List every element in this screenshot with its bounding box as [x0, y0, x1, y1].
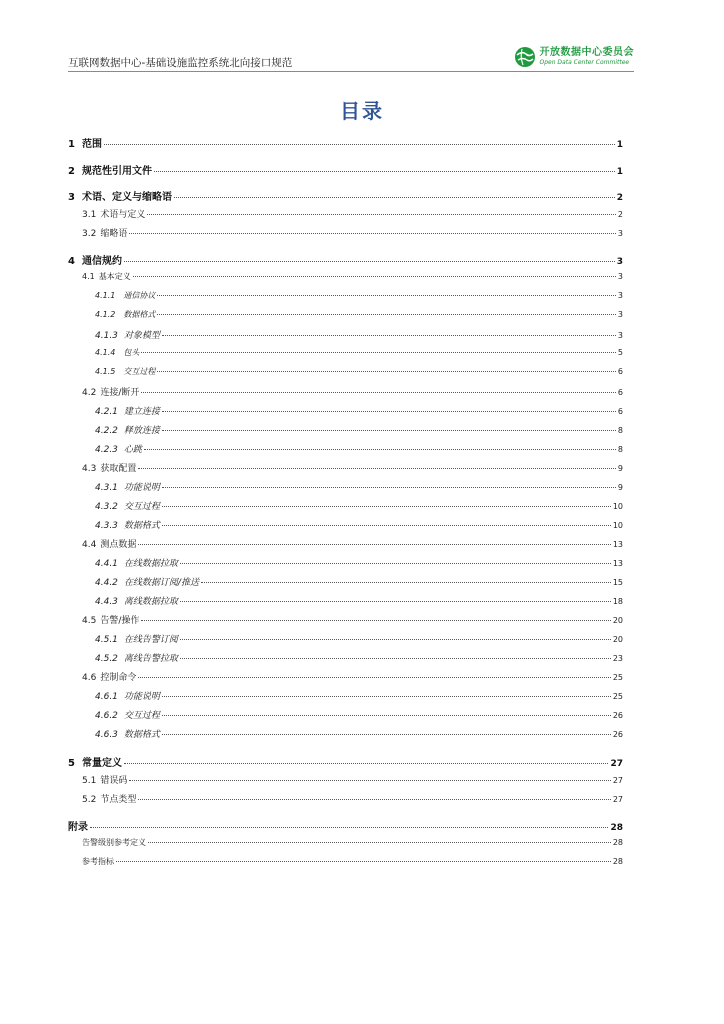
- dot-leader: [154, 171, 615, 172]
- toc-number: 4.2.3: [95, 445, 118, 455]
- document-title: 互联网数据中心-基础设施监控系统北向接口规范: [68, 57, 293, 69]
- toc-page: 15: [612, 578, 623, 587]
- toc-number: 5: [68, 758, 75, 769]
- toc-page: 3: [616, 257, 623, 267]
- toc-number: 3.2: [82, 229, 97, 239]
- toc-page: 20: [612, 616, 623, 625]
- toc-entry-4-3-3[interactable]: [68, 518, 623, 534]
- toc-entry-4-6[interactable]: [68, 670, 623, 686]
- logo-chinese-text: 开放数据中心委员会: [539, 47, 634, 58]
- toc-number: 4.3.2: [95, 502, 118, 512]
- toc-number: 3.1: [82, 210, 97, 220]
- toc-label: 建立连接: [123, 407, 160, 417]
- toc-entry-4-1-3[interactable]: [68, 328, 623, 344]
- toc-label: 在线数据订阅/推送: [123, 578, 199, 588]
- toc-label: 包头: [123, 348, 140, 357]
- dot-leader: [162, 525, 611, 526]
- toc-page: 25: [612, 692, 623, 701]
- dot-leader: [133, 276, 616, 277]
- dot-leader: [141, 392, 616, 393]
- dot-leader: [138, 799, 610, 800]
- toc-entry-4-2-1[interactable]: [68, 404, 623, 420]
- dot-leader: [162, 696, 611, 697]
- toc-number: 4.4.1: [95, 559, 118, 569]
- toc-number: 4.4.2: [95, 578, 118, 588]
- toc-label: 在线告警订阅: [123, 635, 178, 645]
- toc-label: 数据格式: [123, 521, 160, 531]
- toc-entry-4-1-5[interactable]: [68, 366, 623, 382]
- toc-page: 27: [612, 795, 623, 804]
- toc-entry-4-1-1[interactable]: [68, 290, 623, 306]
- globe-leaf-icon: [513, 45, 537, 69]
- toc-number: 4.6.3: [95, 730, 118, 740]
- toc-entry-3[interactable]: [68, 188, 623, 204]
- toc-page: 28: [612, 838, 623, 847]
- toc-label: 范围: [82, 139, 102, 150]
- toc-label: 基本定义: [98, 272, 131, 281]
- dot-leader: [129, 780, 610, 781]
- toc-label: 数据格式: [123, 730, 160, 740]
- toc-number: 4.5.2: [95, 654, 118, 664]
- toc-page: 25: [612, 673, 623, 682]
- toc-page: 23: [612, 654, 623, 663]
- toc-page: 28: [612, 857, 623, 866]
- toc-page: 8: [617, 426, 623, 435]
- toc-entry-appendix[interactable]: [68, 818, 623, 834]
- toc-page: 10: [612, 502, 623, 511]
- toc-entry-5-2[interactable]: [68, 792, 623, 808]
- toc-page: 6: [617, 407, 623, 416]
- toc-entry-5[interactable]: [68, 754, 623, 770]
- dot-leader: [141, 620, 610, 621]
- dot-leader: [157, 371, 616, 372]
- toc-number: 4.1.4: [95, 348, 116, 357]
- toc-page: 1: [616, 167, 623, 177]
- toc-page: 2: [617, 210, 623, 219]
- dot-leader: [129, 233, 616, 234]
- dot-leader: [138, 544, 610, 545]
- toc-label: 对象模型: [123, 331, 160, 341]
- toc-label: 交互过程: [123, 367, 156, 376]
- toc-label: 释放连接: [123, 426, 160, 436]
- toc-page: 10: [612, 521, 623, 530]
- dot-leader: [180, 601, 611, 602]
- toc-number: 5.2: [82, 795, 97, 805]
- toc-page: 3: [617, 291, 623, 300]
- toc-label: 离线数据拉取: [123, 597, 178, 607]
- toc-label: 交互过程: [123, 502, 160, 512]
- toc-number: 4.1.3: [95, 331, 118, 341]
- toc-number: 4.6.1: [95, 692, 118, 702]
- toc-number: 4.2.1: [95, 407, 118, 417]
- toc-label: 附录: [68, 822, 88, 833]
- header-divider: [68, 71, 634, 72]
- toc-entry-4-3[interactable]: [68, 461, 623, 477]
- dot-leader: [180, 658, 611, 659]
- dot-leader: [147, 214, 616, 215]
- dot-leader: [174, 197, 615, 198]
- dot-leader: [116, 861, 611, 862]
- toc-page: 8: [617, 445, 623, 454]
- toc-entry-alarm-levels[interactable]: [68, 837, 623, 853]
- toc-entry-4-1-2[interactable]: [68, 309, 623, 325]
- toc-entry-1[interactable]: [68, 135, 623, 151]
- dot-leader: [201, 582, 611, 583]
- toc-number: 4.2: [82, 388, 97, 398]
- dot-leader: [180, 639, 611, 640]
- toc-number: 4.1.2: [95, 310, 116, 319]
- toc-page: 27: [612, 776, 623, 785]
- toc-label: 通信规约: [82, 256, 122, 267]
- toc-label: 术语、定义与缩略语: [82, 192, 172, 203]
- toc-label: 测点数据: [100, 540, 137, 550]
- toc-entry-4-3-2[interactable]: [68, 499, 623, 515]
- toc-number: 4.3.1: [95, 483, 118, 493]
- toc-page: 28: [610, 823, 623, 833]
- toc-label: 规范性引用文件: [82, 166, 152, 177]
- toc-number: 4.6.2: [95, 711, 118, 721]
- dot-leader: [157, 314, 616, 315]
- dot-leader: [162, 430, 616, 431]
- committee-logo: [513, 42, 635, 72]
- toc-page: 27: [610, 759, 623, 769]
- dot-leader: [141, 352, 616, 353]
- toc-heading: 目录: [340, 99, 384, 123]
- toc-label: 获取配置: [100, 464, 137, 474]
- logo-english-text: Open Data Center Committee: [539, 59, 630, 66]
- toc-page: 3: [617, 272, 623, 281]
- toc-label: 告警级别参考定义: [82, 838, 146, 847]
- toc-page: 2: [616, 193, 623, 203]
- toc-page: 18: [612, 597, 623, 606]
- toc-entry-4-2-3[interactable]: [68, 442, 623, 458]
- toc-label: 数据格式: [123, 310, 156, 319]
- toc-number: 4.1.1: [95, 291, 116, 300]
- dot-leader: [157, 295, 616, 296]
- toc-page: 3: [617, 310, 623, 319]
- toc-label: 在线数据拉取: [123, 559, 178, 569]
- toc-entry-4-4-2[interactable]: [68, 575, 623, 591]
- toc-number: 4.3.3: [95, 521, 118, 531]
- dot-leader: [124, 763, 608, 764]
- dot-leader: [162, 487, 616, 488]
- toc-number: 4.6: [82, 673, 97, 683]
- toc-label: 连接/断开: [100, 388, 140, 398]
- toc-entry-4-2-2[interactable]: [68, 423, 623, 439]
- toc-label: 参考指标: [82, 857, 114, 866]
- toc-page: 26: [612, 711, 623, 720]
- toc-number: 5.1: [82, 776, 97, 786]
- toc-number: 4.1.5: [95, 367, 116, 376]
- dot-leader: [162, 734, 611, 735]
- toc-number: 1: [68, 139, 75, 150]
- dot-leader: [104, 144, 615, 145]
- toc-label: 缩略语: [100, 229, 128, 239]
- dot-leader: [162, 715, 611, 716]
- toc-page: 26: [612, 730, 623, 739]
- toc-page: 13: [612, 540, 623, 549]
- toc-entry-4-1[interactable]: [68, 271, 623, 287]
- toc-label: 离线告警拉取: [123, 654, 178, 664]
- toc-label: 功能说明: [123, 692, 160, 702]
- dot-leader: [162, 411, 616, 412]
- toc-page: 13: [612, 559, 623, 568]
- toc-entry-4-5-2[interactable]: [68, 651, 623, 667]
- toc-number: 4.2.2: [95, 426, 118, 436]
- toc-number: 4.4: [82, 540, 97, 550]
- toc-entry-4-5-1[interactable]: [68, 632, 623, 648]
- toc-page: 9: [617, 464, 623, 473]
- toc-entry-4-3-1[interactable]: [68, 480, 623, 496]
- toc-number: 3: [68, 192, 75, 203]
- toc-entry-4-2[interactable]: [68, 385, 623, 401]
- toc-entry-reference-metrics[interactable]: [68, 856, 623, 872]
- toc-label: 交互过程: [123, 711, 160, 721]
- toc-number: 4.5: [82, 616, 97, 626]
- dot-leader: [162, 335, 616, 336]
- toc-label: 节点类型: [100, 795, 137, 805]
- toc-label: 告警/操作: [100, 616, 140, 626]
- toc-label: 常量定义: [82, 758, 122, 769]
- toc-page: 5: [617, 348, 623, 357]
- toc-page: 6: [617, 367, 623, 376]
- toc-entry-4-4-3[interactable]: [68, 594, 623, 610]
- toc-number: 2: [68, 166, 75, 177]
- toc-entry-4-1-4[interactable]: [68, 347, 623, 363]
- toc-entry-4-4-1[interactable]: [68, 556, 623, 572]
- toc-page: 20: [612, 635, 623, 644]
- toc-page: 1: [616, 140, 623, 150]
- dot-leader: [90, 827, 608, 828]
- toc-number: 4.3: [82, 464, 97, 474]
- toc-label: 通信协议: [123, 291, 156, 300]
- toc-entry-2[interactable]: [68, 162, 623, 178]
- toc-number: 4.5.1: [95, 635, 118, 645]
- toc-entry-5-1[interactable]: [68, 773, 623, 789]
- page-header: [68, 40, 634, 72]
- dot-leader: [124, 261, 615, 262]
- toc-entry-4-4[interactable]: [68, 537, 623, 553]
- toc-label: 错误码: [100, 776, 128, 786]
- toc-label: 术语与定义: [100, 210, 146, 220]
- toc-page: 9: [617, 483, 623, 492]
- dot-leader: [144, 449, 616, 450]
- dot-leader: [138, 468, 616, 469]
- toc-entry-4[interactable]: [68, 252, 623, 268]
- toc-page: 6: [617, 388, 623, 397]
- toc-number: 4: [68, 256, 75, 267]
- dot-leader: [138, 677, 610, 678]
- dot-leader: [148, 842, 611, 843]
- toc-page: 3: [617, 331, 623, 340]
- toc-entry-4-6-2[interactable]: [68, 708, 623, 724]
- toc-entry-4-5[interactable]: [68, 613, 623, 629]
- toc-entry-3-1[interactable]: [68, 207, 623, 223]
- dot-leader: [162, 506, 611, 507]
- toc-page: 3: [617, 229, 623, 238]
- toc-label: 功能说明: [123, 483, 160, 493]
- toc-entry-4-6-1[interactable]: [68, 689, 623, 705]
- toc-number: 4.4.3: [95, 597, 118, 607]
- dot-leader: [180, 563, 611, 564]
- toc-number: 4.1: [82, 272, 95, 281]
- toc-label: 心跳: [123, 445, 142, 455]
- toc-entry-4-6-3[interactable]: [68, 727, 623, 743]
- toc-entry-3-2[interactable]: [68, 226, 623, 242]
- toc-label: 控制命令: [100, 673, 137, 683]
